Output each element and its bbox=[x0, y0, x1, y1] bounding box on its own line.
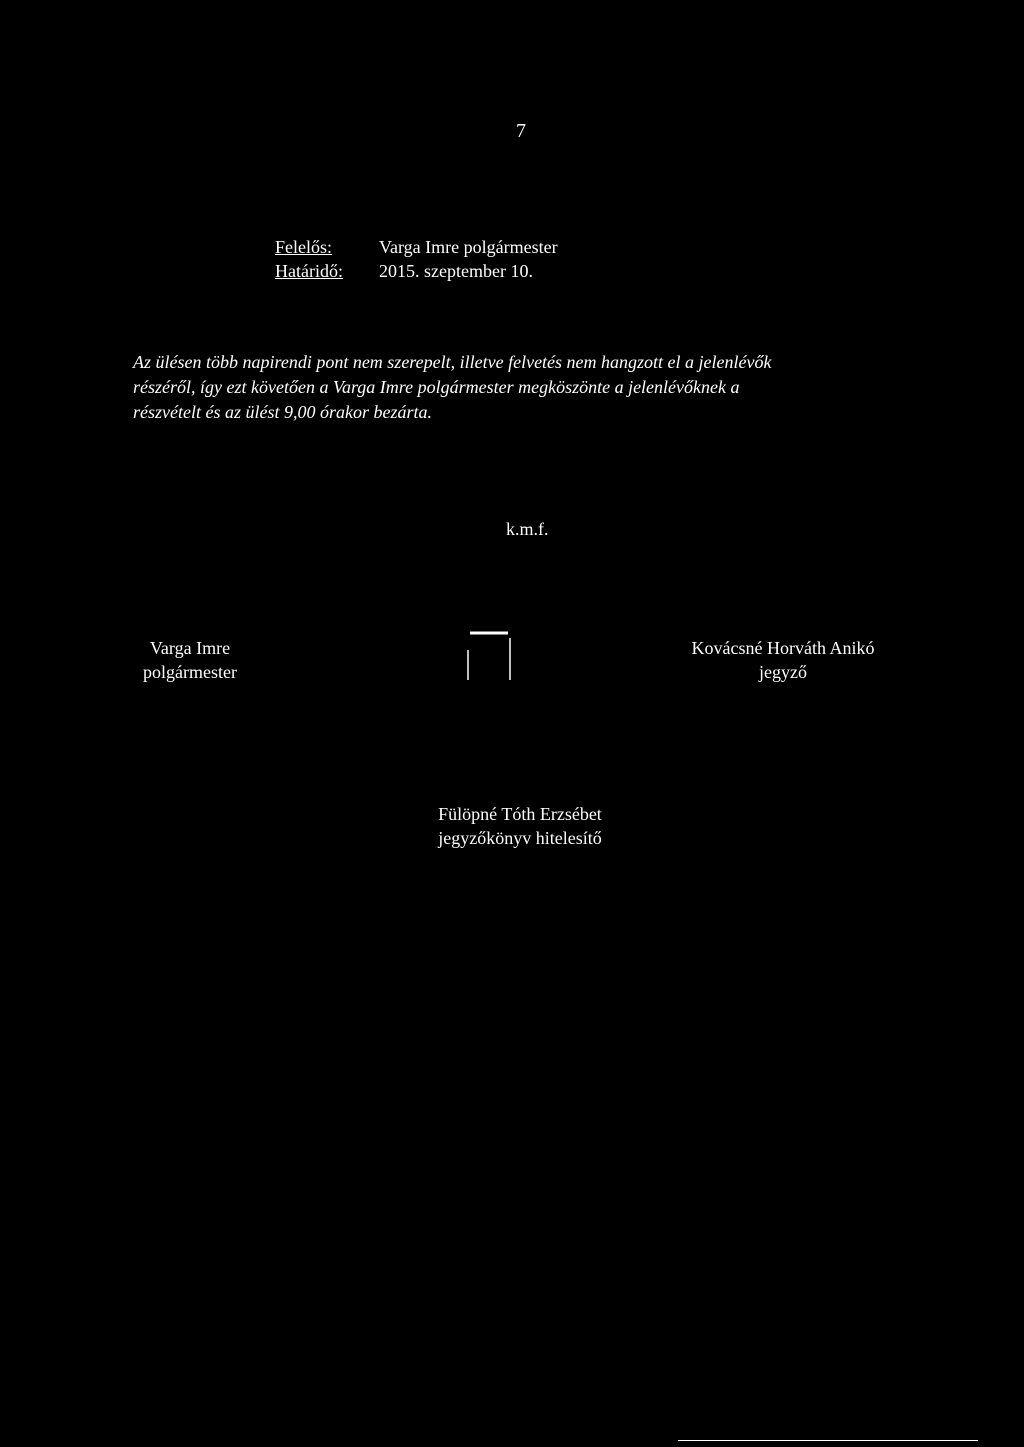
mayor-signature-block bbox=[125, 636, 255, 684]
notary-signature-block bbox=[660, 636, 906, 684]
deadline-value: 2015. szeptember 10. bbox=[379, 261, 533, 281]
authenticator-signature-block bbox=[410, 802, 630, 850]
closing-line-2: részéről, így ezt követően a Varga Imre polgármester megköszönte a jelenlévőknek a bbox=[133, 377, 740, 397]
notary-title: jegyző bbox=[759, 662, 807, 682]
deadline-label: Határidő: bbox=[275, 261, 343, 281]
deadline-row bbox=[275, 259, 558, 283]
closing-line-3: részvételt és az ülést 9,00 órakor bezárta. bbox=[133, 402, 432, 422]
mayor-name: Varga Imre bbox=[149, 638, 231, 658]
bottom-rule-divider bbox=[678, 1440, 978, 1441]
authenticator-title: jegyzőkönyv hitelesítő bbox=[438, 828, 602, 848]
stamp-mark bbox=[464, 630, 514, 682]
closing-line-1: Az ülésen több napirendi pont nem szerepelt, illetve felvetés nem hangzott el a jelenlévők bbox=[133, 352, 772, 372]
notary-name: Kovácsné Horváth Anikó bbox=[691, 638, 875, 658]
page-number: 7 bbox=[516, 120, 526, 142]
kmf-mark: k.m.f. bbox=[506, 519, 549, 539]
responsible-value: Varga Imre polgármester bbox=[379, 237, 558, 257]
authenticator-name: Fülöpné Tóth Erzsébet bbox=[438, 804, 602, 824]
responsible-row bbox=[275, 235, 558, 259]
responsible-label: Felelős: bbox=[275, 237, 332, 257]
closing-paragraph bbox=[133, 350, 893, 425]
responsibility-block bbox=[275, 235, 558, 283]
mayor-title: polgármester bbox=[143, 662, 237, 682]
